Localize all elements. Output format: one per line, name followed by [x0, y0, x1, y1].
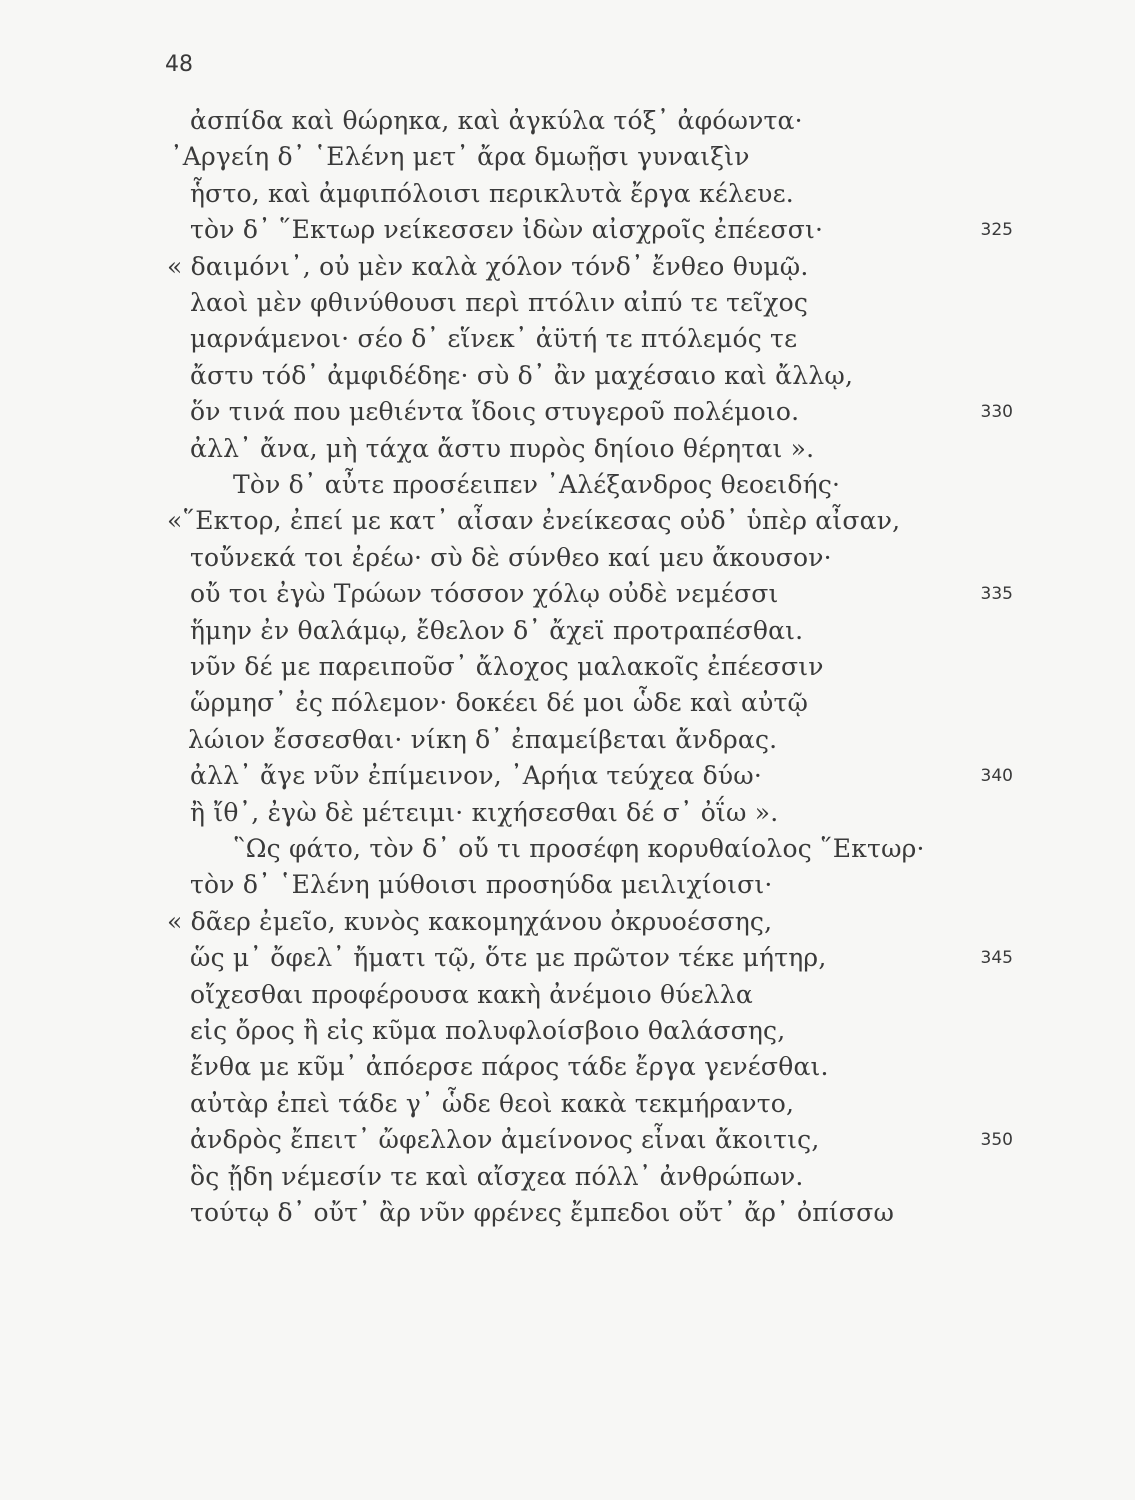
verse-text: ὥς μ᾽ ὄφελ᾽ ἤματι τῷ, ὅτε με πρῶτον τέκε μήτηρ, [190, 943, 827, 973]
verse-text: νῦν δέ με παρειποῦσ᾽ ἄλοχος μαλακοῖς ἐπέεσσιν [190, 652, 824, 681]
verse-text: τὸν δ᾽ ῾Ελένη μύθοισι προσηύδα μειλιχίοισι· [190, 870, 773, 900]
verse-text: ᾽Αργείη δ᾽ ῾Ελένη μετ᾽ ἄρα δμωῇσι γυναιξὶν [170, 142, 750, 172]
verse-text: ἔνθα με κῦμ᾽ ἀπόερσε πάρος τάδε ἔργα γενέσθαι. [190, 1052, 829, 1082]
verse-text: « δᾶερ ἐμεῖο, κυνὸς κακομηχάνου ὀκρυοέσσης, [167, 906, 773, 936]
verse-text: οἴχεσθαι προφέρουσα κακὴ ἀνέμοιο θύελλα [190, 979, 753, 1009]
verse-text: ὅν τινά που μεθιέντα ἴδοις στυγεροῦ πολέμοιο. [190, 397, 800, 427]
verse-text: λώιον ἔσσεσθαι· νίκη δ᾽ ἐπαμείβεται ἄνδρας. [188, 724, 778, 754]
verse-text: « δαιμόνι᾽, οὐ μὲν καλὰ χόλον τόνδ᾽ ἔνθεο θυμῷ. [167, 251, 809, 281]
verse-text: ῝Ως φάτο, τὸν δ᾽ οὔ τι προσέφη κορυθαίολος ῞Εκτωρ· [233, 834, 925, 863]
verse-text: ἄστυ τόδ᾽ ἀμφιδέδηε· σὺ δ᾽ ἂν μαχέσαιο καὶ ἄλλῳ, [190, 360, 854, 390]
verse-text: τὸν δ᾽ ῞Εκτωρ νείκεσσεν ἰδὼν αἰσχροῖς ἐπέεσσι· [190, 215, 824, 245]
verse-text: ἀνδρὸς ἔπειτ᾽ ὤφελλον ἀμείνονος εἶναι ἄκοιτις, [190, 1125, 820, 1155]
verse-text: εἰς ὄρος ἢ εἰς κῦμα πολυφλοίσβοιο θαλάσσης, [190, 1016, 786, 1045]
verse-text: ἀλλ᾽ ἄγε νῦν ἐπίμεινον, ᾽Αρήια τεύχεα δύω· [190, 761, 763, 791]
page-number: 48 [165, 52, 193, 77]
verse-text: ὥρμησ᾽ ἐς πόλεμον· δοκέει δέ μοι ὧδε καὶ αὐτῷ [190, 688, 809, 718]
verse-text: τοὔνεκά τοι ἐρέω· σὺ δὲ σύνθεο καί μευ ἄκουσον· [190, 542, 832, 572]
verse-text: ἢ ἴθ᾽, ἐγὼ δὲ μέτειμι· κιχήσεσθαι δέ σ᾽ ὀΐω ». [190, 797, 779, 827]
verse-line [0, 1193, 1135, 1237]
verse-text: αὐτὰρ ἐπεὶ τάδε γ᾽ ὧδε θεοὶ κακὰ τεκμήραντο, [190, 1088, 795, 1118]
verse-text: ἧστο, καὶ ἀμφιπόλοισι περικλυτὰ ἔργα κέλευε. [190, 178, 794, 208]
verse-text: λαοὶ μὲν φθινύθουσι περὶ πτόλιν αἰπύ τε τεῖχος [190, 288, 809, 317]
verse-text: ἀσπίδα καὶ θώρηκα, καὶ ἀγκύλα τόξ᾽ ἀφόωντα· [190, 106, 803, 135]
verse-text: Τὸν δ᾽ αὖτε προσέειπεν ᾽Αλέξανδρος θεοειδής· [233, 470, 841, 499]
line-number: 335 [980, 584, 1013, 605]
line-number: 325 [980, 220, 1013, 241]
verse-text: ἀλλ᾽ ἄνα, μὴ τάχα ἄστυ πυρὸς δηίοιο θέρηται ». [190, 433, 815, 463]
verse-text: ὃς ᾔδη νέμεσίν τε καὶ αἴσχεα πόλλ᾽ ἀνθρώπων. [190, 1161, 804, 1191]
verse-text: τούτῳ δ᾽ οὔτ᾽ ἂρ νῦν φρένες ἔμπεδοι οὔτ᾽ ἄρ᾽ ὀπίσσω [190, 1198, 895, 1227]
line-number: 340 [980, 766, 1013, 787]
line-number: 330 [980, 402, 1013, 423]
verse-text: μαρνάμενοι· σέο δ᾽ εἵνεκ᾽ ἀϋτή τε πτόλεμός τε [190, 324, 798, 354]
line-number: 345 [980, 948, 1013, 969]
verse-text: ἥμην ἐν θαλάμῳ, ἔθελον δ᾽ ἄχεϊ προτραπέσθαι. [190, 615, 804, 645]
verse-text: «῞Εκτορ, ἐπεί με κατ᾽ αἶσαν ἐνείκεσας οὐδ᾽ ὑπὲρ αἶσαν, [167, 506, 901, 536]
line-number: 350 [980, 1130, 1013, 1151]
verse-text: οὔ τοι ἐγὼ Τρώων τόσσον χόλῳ οὐδὲ νεμέσσι [190, 579, 779, 609]
